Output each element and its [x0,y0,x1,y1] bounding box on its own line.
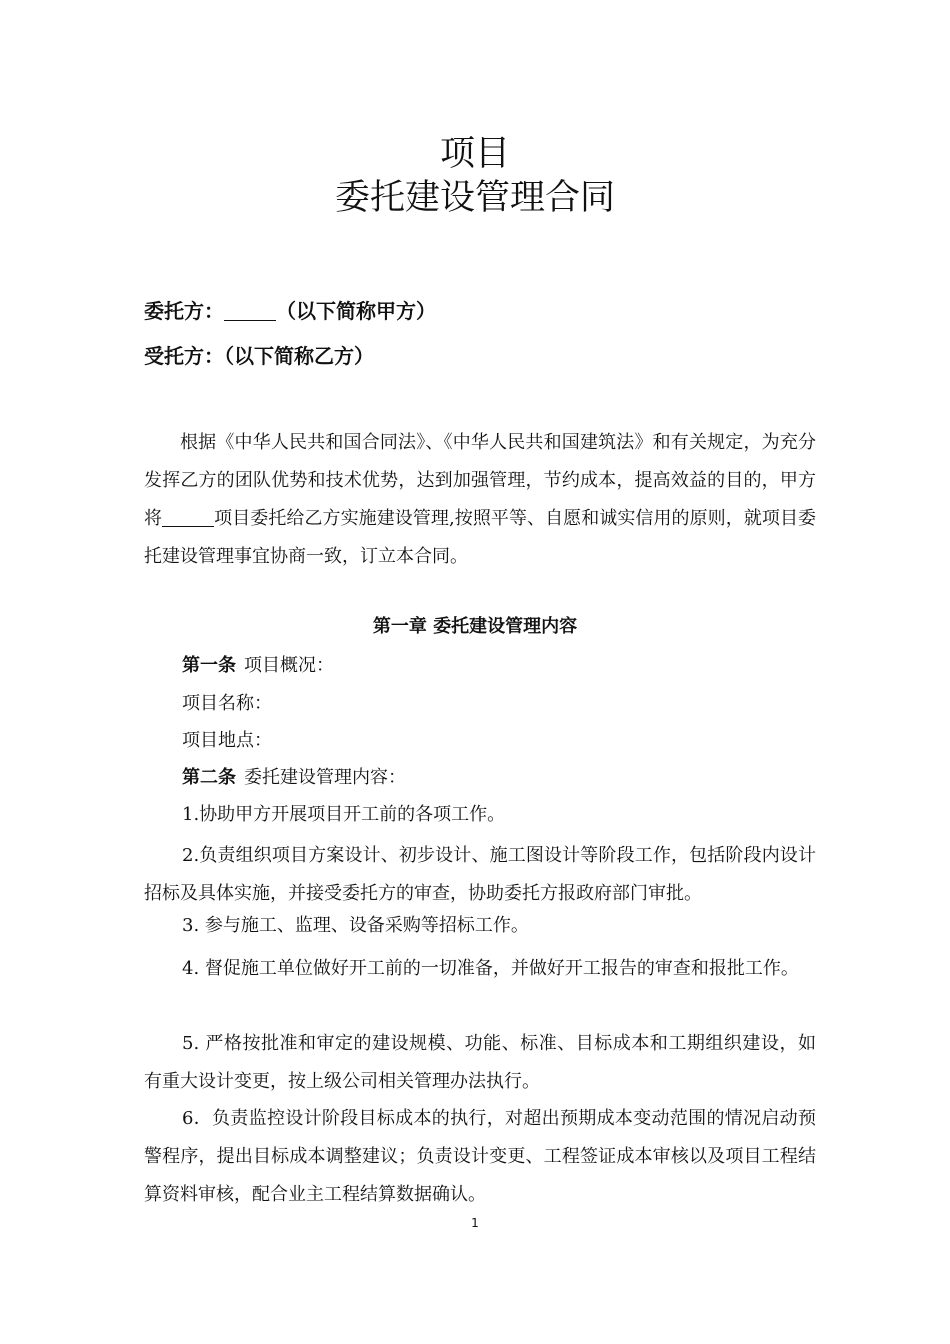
list-item: 1.协助甲方开展项目开工前的各项工作。 [182,804,506,825]
intro-part-1: 根据《中华人民共和国合同法》、《中华人民共和国建筑法》和有关规定，为充分发挥乙方的团队优势和技术优势，达到加强管理，节约成本，提高效益的目的，甲方将 [144,432,816,529]
page-number: 1 [471,1216,479,1230]
contractor-party: 受托方：（以下简称乙方） [144,344,374,368]
list-item: 4. 督促施工单位做好开工前的一切准备，并做好开工报告的审查和报批工作。 [182,958,799,979]
article-2-label: 第二条 [182,767,236,788]
client-name-blank [224,300,276,321]
chapter-heading: 第一章 委托建设管理内容 [372,616,578,637]
client-suffix: （以下简称甲方） [276,299,436,323]
list-item: 6．负责监控设计阶段目标成本的执行，对超出预期成本变动范围的情况启动预警程序，提出目标成本调整建议；负责设计变更、工程签证成本审核以及项目工程结算资料审核，配合业主工程结算数据确认。 [144,1108,816,1205]
article-1 [182,652,334,680]
project-blank [162,508,214,527]
project-name-line: 项目名称： [182,693,272,714]
article-1-text: 项目概况： [244,655,334,676]
list-item: 2.负责组织项目方案设计、初步设计、施工图设计等阶段工作，包括阶段内设计招标及具体实施，并接受委托方的审查，协助委托方报政府部门审批。 [144,845,816,904]
client-prefix: 委托方： [144,299,224,323]
title-line-2: 委托建设管理合同 [334,178,615,218]
client-party [144,295,436,324]
list-item: 3. 参与施工、监理、设备采购等招标工作。 [182,915,529,936]
article-1-label: 第一条 [182,655,236,676]
article-2-text: 委托建设管理内容： [244,767,406,788]
project-location-line: 项目地点： [182,730,272,751]
list-item: 5. 严格按批准和审定的建设规模、功能、标准、目标成本和工期组织建设，如有重大设计变更，按上级公司相关管理办法执行。 [144,1033,816,1092]
intro-part-2: 项目委托给乙方实施建设管理,按照平等、自愿和诚实信用的原则，就项目委托建设管理事宜协商一致，订立本合同。 [144,508,817,567]
title-line-1: 项目 [439,134,510,174]
article-2 [182,764,406,792]
intro-paragraph [144,424,816,576]
